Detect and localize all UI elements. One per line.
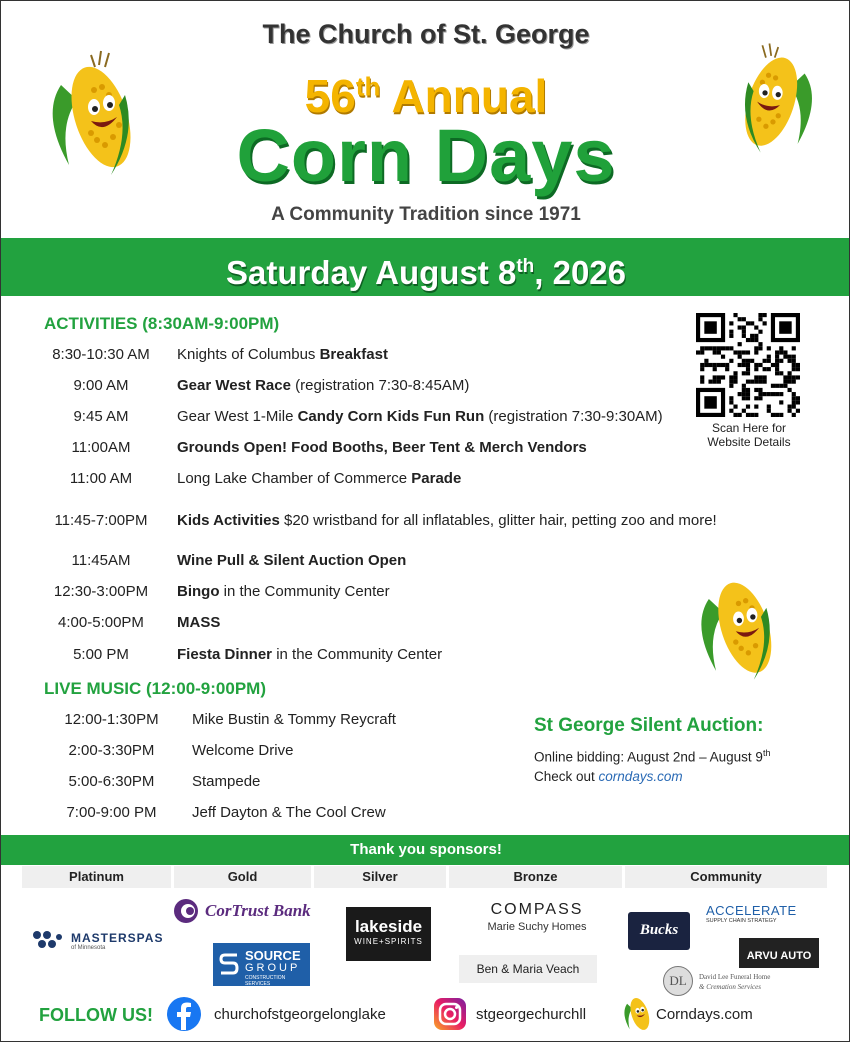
activity-desc: [177, 470, 461, 487]
activity-desc: [177, 583, 390, 600]
activity-time: 9:00 AM: [73, 377, 129, 394]
bucks-logo: Bucks: [628, 912, 690, 950]
activity-desc: [177, 614, 220, 631]
activity-desc-post: in the Community Center: [272, 646, 443, 663]
tier-community: Community: [625, 866, 827, 888]
activity-time: 9:45 AM: [73, 408, 129, 425]
source-group-logo: [213, 943, 310, 986]
masterspas-name: MASTERSPAS: [71, 931, 164, 945]
tier-gold: Gold: [174, 866, 311, 888]
qr-caption: [691, 421, 807, 449]
activity-desc-pre: Long Lake Chamber of Commerce: [177, 470, 412, 487]
activity-desc: [177, 377, 469, 394]
music-time: 12:00-1:30PM: [64, 711, 159, 728]
group-name: GROUP: [245, 962, 301, 974]
auction-dates-text: Online bidding: August 2nd – August 9: [534, 749, 763, 765]
activity-desc-post: (registration 7:30-9:30AM): [484, 408, 663, 425]
corn-mascot-icon: [689, 563, 779, 687]
lakeside-name: lakeside: [354, 917, 423, 936]
activity-desc-bold: Fiesta Dinner: [177, 646, 273, 663]
accelerate-name: ACCELERATE: [706, 903, 797, 918]
music-time: 5:00-6:30PM: [68, 773, 155, 790]
activity-desc-bold: Parade: [411, 470, 462, 487]
arvu-logo: ARVU AUTO: [739, 938, 819, 968]
activity-desc: [177, 552, 406, 569]
accelerate-logo: [706, 903, 806, 924]
activity-desc-post: in the Community Center: [219, 583, 390, 600]
activity-desc-pre: Gear West 1-Mile: [177, 408, 298, 425]
annual-suffix: th: [355, 71, 381, 102]
activity-desc-bold: MASS: [177, 614, 221, 631]
funeral-name-2: & Cremation Services: [699, 983, 761, 991]
masterspas-sub: of Minnesota: [71, 945, 106, 951]
activity-time: 11:45-7:00PM: [54, 512, 148, 529]
lakeside-logo: [346, 907, 431, 961]
compass-logo: [463, 901, 611, 933]
veach-sponsor: Ben & Maria Veach: [459, 955, 597, 983]
funeral-name-1: David Lee Funeral Home: [699, 973, 771, 981]
music-heading: LIVE MUSIC (12:00-9:00PM): [44, 679, 266, 698]
compass-sub: Marie Suchy Homes: [487, 921, 587, 933]
music-act: Welcome Drive: [192, 742, 294, 759]
annual-number: 56: [304, 70, 356, 122]
auction-link-line: [534, 769, 683, 784]
funeral-monogram: DL: [663, 966, 693, 996]
compass-name: COMPASS: [490, 901, 584, 918]
activity-desc-bold: Grounds Open! Food Booths, Beer Tent & Merch Vendors: [177, 439, 587, 456]
activity-time: 11:00 AM: [69, 470, 133, 487]
tier-platinum: Platinum: [22, 866, 171, 888]
auction-dates: [534, 748, 770, 765]
event-title: Corn Days: [236, 114, 616, 197]
activity-time: 4:00-5:00PM: [58, 614, 144, 631]
cortrust-logo: [173, 898, 321, 924]
qr-caption-line-2: Website Details: [707, 435, 791, 449]
auction-link-prefix: Check out: [534, 769, 599, 784]
facebook-icon[interactable]: [166, 996, 202, 1032]
annual-word: Annual: [380, 70, 548, 122]
website-link[interactable]: Corndays.com: [656, 1006, 753, 1023]
activity-desc-pre: Knights of Columbus: [177, 346, 320, 363]
cortrust-icon: [173, 898, 199, 924]
instagram-icon[interactable]: [433, 997, 467, 1031]
qr-caption-line-1: Scan Here for: [711, 421, 787, 435]
sponsor-banner: Thank you sponsors!: [1, 835, 850, 865]
music-time: 7:00-9:00 PM: [66, 804, 157, 821]
activity-desc: [177, 408, 663, 425]
tagline: A Community Tradition since 1971: [271, 204, 581, 225]
activity-desc: [177, 646, 442, 663]
cortrust-name: CorTrust Bank: [205, 901, 311, 920]
masterspas-logo: [31, 927, 181, 957]
corndays-link[interactable]: corndays.com: [598, 769, 683, 784]
activities-heading: ACTIVITIES (8:30AM-9:00PM): [44, 314, 280, 333]
activity-desc-post: $20 wristband for all inflatables, glitter hair, petting zoo and more!: [279, 512, 717, 529]
funeral-home-logo: [663, 966, 803, 998]
music-act: Stampede: [192, 773, 261, 790]
source-sub: CONSTRUCTION SERVICES: [245, 975, 286, 987]
activity-desc-bold: Candy Corn Kids Fun Run: [297, 408, 485, 425]
tier-bronze: Bronze: [449, 866, 622, 888]
music-act: Jeff Dayton & The Cool Crew: [192, 804, 386, 821]
activity-desc-bold: Bingo: [177, 583, 220, 600]
tier-silver: Silver: [314, 866, 446, 888]
date-year: , 2026: [534, 254, 627, 291]
activity-desc-bold: Breakfast: [319, 346, 388, 363]
music-act: Mike Bustin & Tommy Reycraft: [192, 711, 396, 728]
follow-us-label: FOLLOW US!: [39, 1005, 153, 1025]
activity-desc: [177, 346, 388, 363]
music-time: 2:00-3:30PM: [68, 742, 155, 759]
church-name: The Church of St. George: [262, 19, 590, 49]
instagram-handle[interactable]: stgeorgechurchll: [476, 1006, 587, 1023]
auction-heading: St George Silent Auction:: [534, 715, 764, 736]
activity-time: 12:30-3:00PM: [53, 583, 149, 600]
activity-time: 11:00AM: [71, 439, 131, 456]
activity-time: 5:00 PM: [73, 646, 129, 663]
activity-desc: [177, 512, 717, 529]
date-suffix: th: [516, 256, 535, 277]
source-group-icon: [219, 951, 239, 977]
lakeside-sub: WINE+SPIRITS: [354, 937, 423, 946]
event-date-banner: [1, 238, 850, 296]
source-name: SOURCE: [245, 948, 301, 963]
activity-desc-bold: Kids Activities: [177, 512, 280, 529]
masterspas-icon: [31, 929, 65, 951]
qr-code[interactable]: [696, 313, 800, 417]
activity-desc-bold: Gear West Race: [177, 377, 291, 394]
activity-time: 8:30-10:30 AM: [52, 346, 150, 363]
accelerate-sub: SUPPLY CHAIN STRATEGY: [706, 918, 777, 924]
activity-desc: [177, 439, 587, 456]
facebook-handle[interactable]: churchofstgeorgelonglake: [214, 1006, 386, 1023]
auction-dates-suffix: th: [762, 748, 771, 758]
corn-mascot-icon: [619, 991, 653, 1035]
activity-time: 11:45AM: [71, 552, 131, 569]
activity-desc-post: (registration 7:30-8:45AM): [290, 377, 470, 394]
activity-desc-bold: Wine Pull & Silent Auction Open: [177, 552, 407, 569]
date-main: Saturday August 8: [225, 254, 517, 291]
